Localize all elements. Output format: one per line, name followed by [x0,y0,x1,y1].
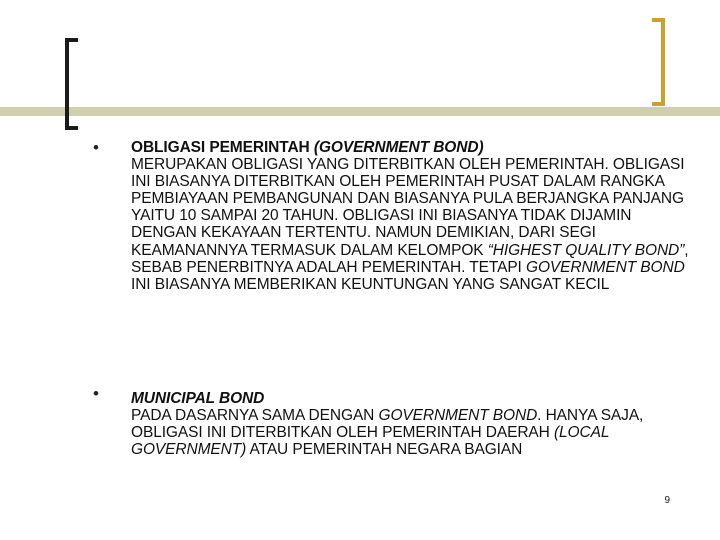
body-text: INI BIASANYA MEMBERIKAN KEUNTUNGAN YANG SANGAT KECIL [131,275,610,293]
header-band [0,107,720,116]
item-body [131,156,691,293]
left-bracket-vertical [65,38,69,130]
body-italic-text: GOVERNMENT BOND [525,258,685,276]
bullet-icon: • [93,384,99,403]
bullet-item-municipal-bond [131,390,691,458]
item-body [131,407,691,458]
right-bracket-vertical [661,18,665,106]
body-text: . HANYA SAJA, OBLIGASI INI DITERBITKAN OLEH PEMERINTAH DAERAH [131,407,644,442]
right-bracket-top [652,18,665,22]
page-number: 9 [664,495,670,506]
body-text: PADA DASARNYA SAMA DENGAN [131,407,379,425]
body-italic-text: (LOCAL GOVERNMENT) [131,424,610,459]
bullet-item-government-bond [131,139,691,293]
left-bracket-top [65,38,78,42]
body-italic-text: GOVERNMENT BOND [378,407,538,425]
body-italic-text: “HIGHEST QUALITY BOND” [487,241,685,259]
heading-italic-text: (GOVERNMENT BOND) [313,139,484,156]
right-bracket-bottom [652,102,665,106]
bullet-icon: • [93,138,99,157]
body-text: ATAU PEMERINTAH NEGARA BAGIAN [246,441,523,459]
item-heading: MUNICIPAL BOND [131,390,265,407]
body-text: MERUPAKAN OBLIGASI YANG DITERBITKAN OLEH PEMERINTAH. OBLIGASI INI BIASANYA DITERBITKAN OLEH PEMERINTAH PUSAT DALAM RANGKA PEMBIAYAAN PEMBANGUNAN DAN BIASANYA PULA BERJANGKA PANJANG YAITU 10 SAMPAI 20 TAHUN. OBLIGASI INI BIASANYA TIDAK DIJAMIN DENGAN KEKAYAAN TERTENTU. NAMUN DEMIKIAN, DARI SEGI KEAMANANNYA TERMASUK DALAM KELOMPOK [131,156,685,259]
left-bracket-bottom [65,126,78,130]
heading-bold-text: OBLIGASI PEMERINTAH [131,139,314,156]
item-heading [131,139,691,156]
body-text: , SEBAB PENERBITNYA ADALAH PEMERINTAH. TETAPI [131,241,689,276]
